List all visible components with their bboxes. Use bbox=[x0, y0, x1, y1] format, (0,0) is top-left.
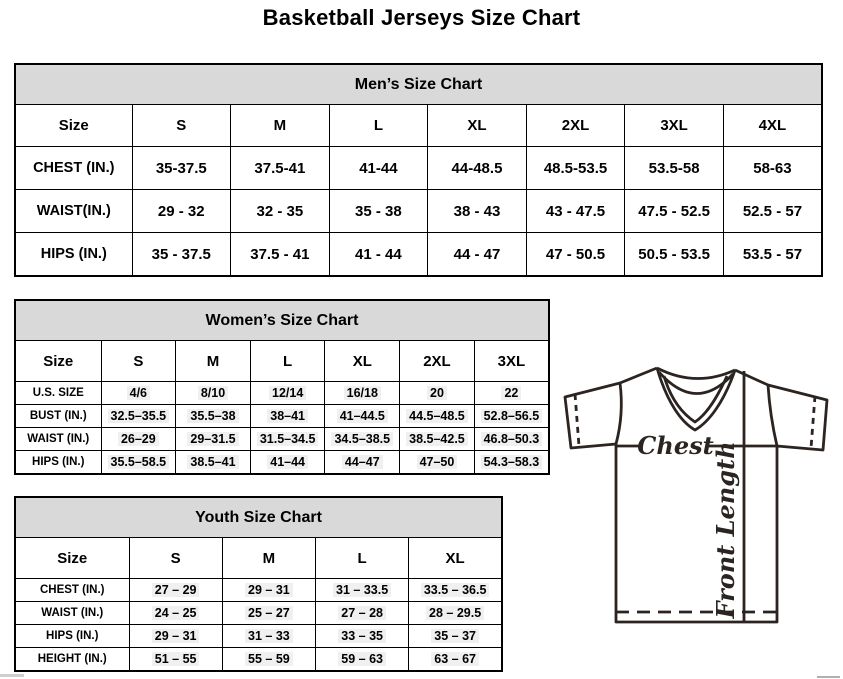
table-row bbox=[15, 382, 549, 405]
cell-value: 35 – 37 bbox=[431, 629, 479, 643]
cell-value: 31.5–34.5 bbox=[257, 432, 319, 446]
table-header-row bbox=[15, 105, 822, 147]
cell-value: 16/18 bbox=[344, 386, 381, 400]
cell-value: 53.5 - 57 bbox=[742, 245, 803, 263]
cell bbox=[325, 382, 400, 405]
cell-value: 29 – 31 bbox=[245, 583, 293, 597]
cell-value: 47.5 - 52.5 bbox=[638, 202, 710, 220]
cell bbox=[129, 625, 222, 648]
cell bbox=[474, 428, 549, 451]
cell bbox=[132, 147, 231, 190]
left-cuff-dashed-line bbox=[575, 394, 579, 446]
cell-value: 35 - 37.5 bbox=[151, 245, 211, 263]
womens-size-table bbox=[14, 299, 550, 475]
cell-value: 24 – 25 bbox=[152, 606, 200, 620]
cell bbox=[250, 428, 325, 451]
cell bbox=[474, 405, 549, 428]
vneck-inner-line bbox=[664, 376, 727, 422]
row-label: BUST (IN.) bbox=[15, 405, 101, 428]
cell bbox=[723, 190, 822, 233]
cell-value: 31 – 33 bbox=[245, 629, 293, 643]
table-row bbox=[15, 147, 822, 190]
row-label: HEIGHT (IN.) bbox=[15, 648, 129, 672]
cell-value: 44-48.5 bbox=[451, 159, 503, 177]
table-title: Men’s Size Chart bbox=[15, 64, 822, 105]
column-header: S bbox=[129, 538, 222, 579]
cell bbox=[409, 579, 502, 602]
column-header: M bbox=[231, 105, 330, 147]
cell-value: 31 – 33.5 bbox=[333, 583, 391, 597]
table-row bbox=[15, 579, 502, 602]
cell bbox=[231, 147, 330, 190]
cell-value: 54.3–58.3 bbox=[481, 455, 543, 469]
page-title: Basketball Jerseys Size Chart bbox=[262, 5, 581, 30]
column-header: M bbox=[176, 341, 251, 382]
cell-value: 28 – 29.5 bbox=[426, 606, 484, 620]
cell bbox=[474, 451, 549, 475]
cell bbox=[176, 428, 251, 451]
cell bbox=[316, 602, 409, 625]
table-title-row bbox=[15, 497, 502, 538]
cell-value: 41–44.5 bbox=[337, 409, 388, 423]
cell-value: 29–31.5 bbox=[187, 432, 238, 446]
cell bbox=[316, 625, 409, 648]
cell-value: 35-37.5 bbox=[155, 159, 207, 177]
cell-value: 48.5-53.5 bbox=[543, 159, 608, 177]
jersey-outline bbox=[565, 368, 827, 622]
cell bbox=[101, 451, 176, 475]
cell-value: 20 bbox=[427, 386, 447, 400]
right-armhole-seam bbox=[768, 385, 777, 446]
cell bbox=[400, 451, 475, 475]
row-label: WAIST(IN.) bbox=[15, 190, 132, 233]
table-row bbox=[15, 451, 549, 475]
row-label: U.S. SIZE bbox=[15, 382, 101, 405]
column-header: M bbox=[222, 538, 315, 579]
cell-value: 41–44 bbox=[267, 455, 308, 469]
column-header: 2XL bbox=[526, 105, 625, 147]
cell bbox=[625, 233, 724, 277]
cell-value: 33 – 35 bbox=[338, 629, 386, 643]
cell bbox=[723, 147, 822, 190]
cell bbox=[101, 382, 176, 405]
column-header: XL bbox=[325, 341, 400, 382]
cell-value: 44 - 47 bbox=[453, 245, 501, 263]
column-header: S bbox=[101, 341, 176, 382]
table-title: Youth Size Chart bbox=[15, 497, 502, 538]
jersey-diagram bbox=[558, 362, 840, 630]
cell bbox=[250, 451, 325, 475]
youth-size-table bbox=[14, 496, 503, 672]
cell bbox=[222, 648, 315, 672]
left-armhole-seam bbox=[616, 383, 621, 444]
column-header: XL bbox=[428, 105, 527, 147]
horizontal-scrollbar-fragment-left[interactable] bbox=[0, 674, 24, 677]
cell bbox=[222, 579, 315, 602]
cell bbox=[526, 190, 625, 233]
collar-top-arc bbox=[657, 368, 735, 379]
column-header: S bbox=[132, 105, 231, 147]
cell-value: 38.5–41 bbox=[187, 455, 238, 469]
cell-value: 32.5–35.5 bbox=[108, 409, 170, 423]
row-label: WAIST (IN.) bbox=[15, 602, 129, 625]
column-header: 3XL bbox=[474, 341, 549, 382]
mens-size-table bbox=[14, 63, 823, 277]
cell bbox=[400, 382, 475, 405]
table-row bbox=[15, 233, 822, 277]
cell-value: 41-44 bbox=[359, 159, 398, 177]
cell-value: 34.5–38.5 bbox=[331, 432, 393, 446]
cell-value: 38–41 bbox=[267, 409, 308, 423]
cell bbox=[176, 451, 251, 475]
cell-value: 27 – 29 bbox=[152, 583, 200, 597]
cell-value: 52.8–56.5 bbox=[481, 409, 543, 423]
right-cuff-dashed-line bbox=[811, 396, 815, 448]
cell-value: 41 - 44 bbox=[355, 245, 402, 263]
cell-value: 53.5-58 bbox=[648, 159, 700, 177]
cell-value: 22 bbox=[501, 386, 521, 400]
column-header: XL bbox=[409, 538, 502, 579]
cell-value: 37.5 - 41 bbox=[250, 245, 310, 263]
column-header: 4XL bbox=[723, 105, 822, 147]
cell-value: 35.5–38 bbox=[187, 409, 238, 423]
cell bbox=[231, 190, 330, 233]
cell-value: 29 – 31 bbox=[152, 629, 200, 643]
row-label: HIPS (IN.) bbox=[15, 233, 132, 277]
cell-value: 35 - 38 bbox=[355, 202, 402, 220]
cell-value: 29 - 32 bbox=[157, 202, 205, 220]
cell-value: 44–47 bbox=[342, 455, 383, 469]
cell-value: 32 - 35 bbox=[256, 202, 304, 220]
cell bbox=[132, 190, 231, 233]
cell bbox=[625, 147, 724, 190]
row-label: HIPS (IN.) bbox=[15, 625, 129, 648]
cell-value: 37.5-41 bbox=[254, 159, 306, 177]
table-title-row bbox=[15, 64, 822, 105]
cell bbox=[222, 625, 315, 648]
column-header: L bbox=[250, 341, 325, 382]
column-header: 3XL bbox=[625, 105, 724, 147]
cell bbox=[176, 405, 251, 428]
table-row bbox=[15, 428, 549, 451]
cell bbox=[176, 382, 251, 405]
cell bbox=[625, 190, 724, 233]
table-row bbox=[15, 405, 549, 428]
column-header: Size bbox=[15, 538, 129, 579]
cell bbox=[132, 233, 231, 277]
cell-value: 26–29 bbox=[118, 432, 159, 446]
cell bbox=[400, 428, 475, 451]
cell bbox=[222, 602, 315, 625]
cell-value: 38 - 43 bbox=[453, 202, 501, 220]
cell-value: 27 – 28 bbox=[338, 606, 386, 620]
cell-value: 25 – 27 bbox=[245, 606, 293, 620]
cell bbox=[428, 190, 527, 233]
cell bbox=[231, 233, 330, 277]
cell bbox=[329, 147, 428, 190]
row-label: WAIST (IN.) bbox=[15, 428, 101, 451]
cell-value: 46.8–50.3 bbox=[481, 432, 543, 446]
cell-value: 47 - 50.5 bbox=[545, 245, 606, 263]
cell bbox=[400, 405, 475, 428]
column-header: Size bbox=[15, 105, 132, 147]
cell bbox=[129, 579, 222, 602]
cell-value: 58-63 bbox=[753, 159, 792, 177]
chest-label: Chest bbox=[637, 431, 714, 460]
cell-value: 33.5 – 36.5 bbox=[421, 583, 490, 597]
table-title: Women’s Size Chart bbox=[15, 300, 549, 341]
table-row bbox=[15, 625, 502, 648]
cell bbox=[428, 233, 527, 277]
cell bbox=[409, 625, 502, 648]
front-length-label: Front Length bbox=[711, 441, 740, 619]
cell-value: 38.5–42.5 bbox=[406, 432, 468, 446]
cell bbox=[250, 405, 325, 428]
cell bbox=[409, 602, 502, 625]
cell bbox=[329, 190, 428, 233]
cell bbox=[101, 428, 176, 451]
row-label: HIPS (IN.) bbox=[15, 451, 101, 475]
column-header: 2XL bbox=[400, 341, 475, 382]
cell-value: 50.5 - 53.5 bbox=[638, 245, 710, 263]
cell bbox=[101, 405, 176, 428]
cell bbox=[129, 648, 222, 672]
cell-value: 47–50 bbox=[417, 455, 458, 469]
table-header-row bbox=[15, 538, 502, 579]
cell bbox=[325, 405, 400, 428]
cell bbox=[526, 233, 625, 277]
column-header: L bbox=[329, 105, 428, 147]
cell bbox=[329, 233, 428, 277]
row-label: CHEST (IN.) bbox=[15, 579, 129, 602]
horizontal-scrollbar-fragment-right[interactable] bbox=[817, 676, 840, 678]
cell-value: 4/6 bbox=[127, 386, 150, 400]
table-row bbox=[15, 190, 822, 233]
cell-value: 8/10 bbox=[198, 386, 228, 400]
cell-value: 55 – 59 bbox=[245, 652, 293, 666]
cell bbox=[250, 382, 325, 405]
cell-value: 35.5–58.5 bbox=[108, 455, 170, 469]
cell bbox=[409, 648, 502, 672]
cell bbox=[526, 147, 625, 190]
cell bbox=[325, 451, 400, 475]
cell-value: 43 - 47.5 bbox=[545, 202, 606, 220]
column-header: Size bbox=[15, 341, 101, 382]
table-row bbox=[15, 602, 502, 625]
cell bbox=[474, 382, 549, 405]
cell-value: 52.5 - 57 bbox=[742, 202, 803, 220]
column-header: L bbox=[316, 538, 409, 579]
table-header-row bbox=[15, 341, 549, 382]
cell bbox=[316, 579, 409, 602]
cell bbox=[325, 428, 400, 451]
cell-value: 44.5–48.5 bbox=[406, 409, 468, 423]
cell bbox=[129, 602, 222, 625]
table-title-row bbox=[15, 300, 549, 341]
cell-value: 63 – 67 bbox=[431, 652, 479, 666]
cell-value: 12/14 bbox=[269, 386, 306, 400]
cell bbox=[428, 147, 527, 190]
table-row bbox=[15, 648, 502, 672]
cell bbox=[723, 233, 822, 277]
cell-value: 59 – 63 bbox=[338, 652, 386, 666]
cell bbox=[316, 648, 409, 672]
cell-value: 51 – 55 bbox=[152, 652, 200, 666]
row-label: CHEST (IN.) bbox=[15, 147, 132, 190]
